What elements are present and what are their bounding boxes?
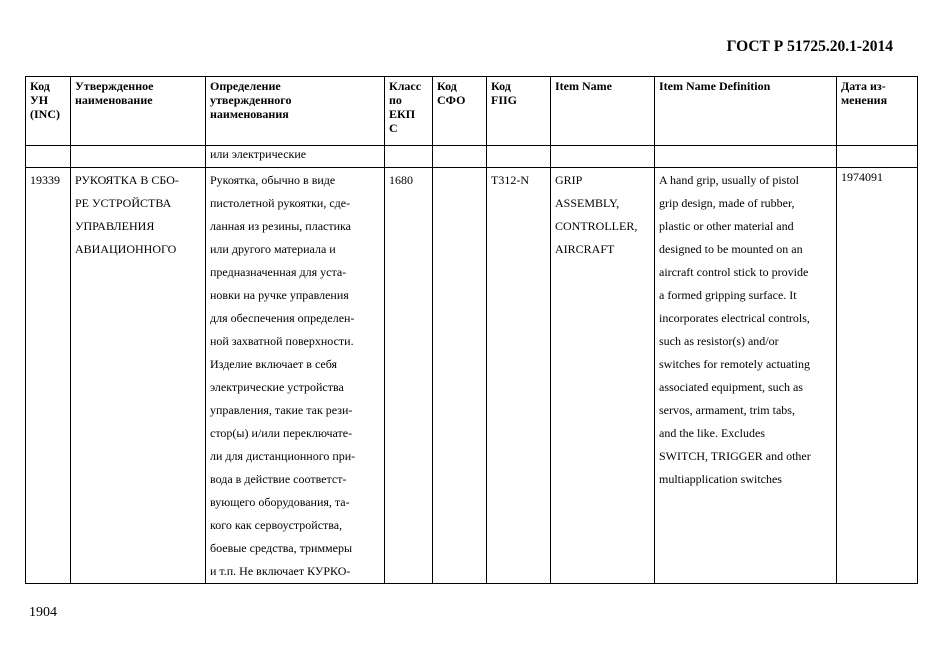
header-change-date: Дата из- менения bbox=[837, 77, 918, 146]
item-name-cell: GRIP ASSEMBLY, CONTROLLER, AIRCRAFT bbox=[551, 168, 655, 584]
header-fiig-code: Код FIIG bbox=[487, 77, 551, 146]
approved-name-cell: РУКОЯТКА В СБО- РЕ УСТРОЙСТВА УПРАВЛЕНИЯ АВИАЦИОННОГО bbox=[71, 168, 206, 584]
continuation-row bbox=[26, 146, 918, 168]
continuation-definition-cell: или электрические bbox=[206, 146, 385, 168]
sfo-code-cell bbox=[433, 168, 487, 584]
definition-cell: Рукоятка, обычно в виде пистолетной рукоятки, сде- ланная из резины, пластика или другого материала и предназначенная для уста- новки на ручке управления для обеспечения определен- ной захватной поверхности. Изделие включает в себя электрические устройства управления, такие так рези- стор(ы) и/или переключате- ли для дистанционного при- вода в действие соответст- вующего оборудования, та- кого как сервоустройства, боевые средства, триммеры и т.п. Не включает КУРКО- bbox=[206, 168, 385, 584]
item-name-definition-cell: A hand grip, usually of pistol grip design, made of rubber, plastic or other material and designed to be mounted on an aircraft control stick to provide a formed gripping surface. It incorporates electrical controls, such as resistor(s) and/or switches for remotely actuating associated equipment, such as servos, armament, trim tabs, and the like. Excludes SWITCH, TRIGGER and other multiapplication switches bbox=[655, 168, 837, 584]
fiig-code-cell: T312-N bbox=[487, 168, 551, 584]
header-sfo-code: Код СФО bbox=[433, 77, 487, 146]
ekps-class-cell: 1680 bbox=[385, 168, 433, 584]
table-row bbox=[26, 168, 918, 584]
header-item-name: Item Name bbox=[551, 77, 655, 146]
header-inc-code: Код УН (INC) bbox=[26, 77, 71, 146]
header-item-name-definition: Item Name Definition bbox=[655, 77, 837, 146]
header-approved-name: Утвержденное наименование bbox=[71, 77, 206, 146]
header-ekps-class: Класс по ЕКП С bbox=[385, 77, 433, 146]
page-number: 1904 bbox=[29, 605, 57, 620]
change-date-cell: 1974091 bbox=[837, 168, 918, 584]
table-header-row bbox=[26, 77, 918, 146]
catalog-table bbox=[25, 76, 918, 584]
document-title: ГОСТ Р 51725.20.1-2014 bbox=[726, 38, 893, 55]
header-definition: Определение утвержденного наименования bbox=[206, 77, 385, 146]
inc-code-cell: 19339 bbox=[26, 168, 71, 584]
